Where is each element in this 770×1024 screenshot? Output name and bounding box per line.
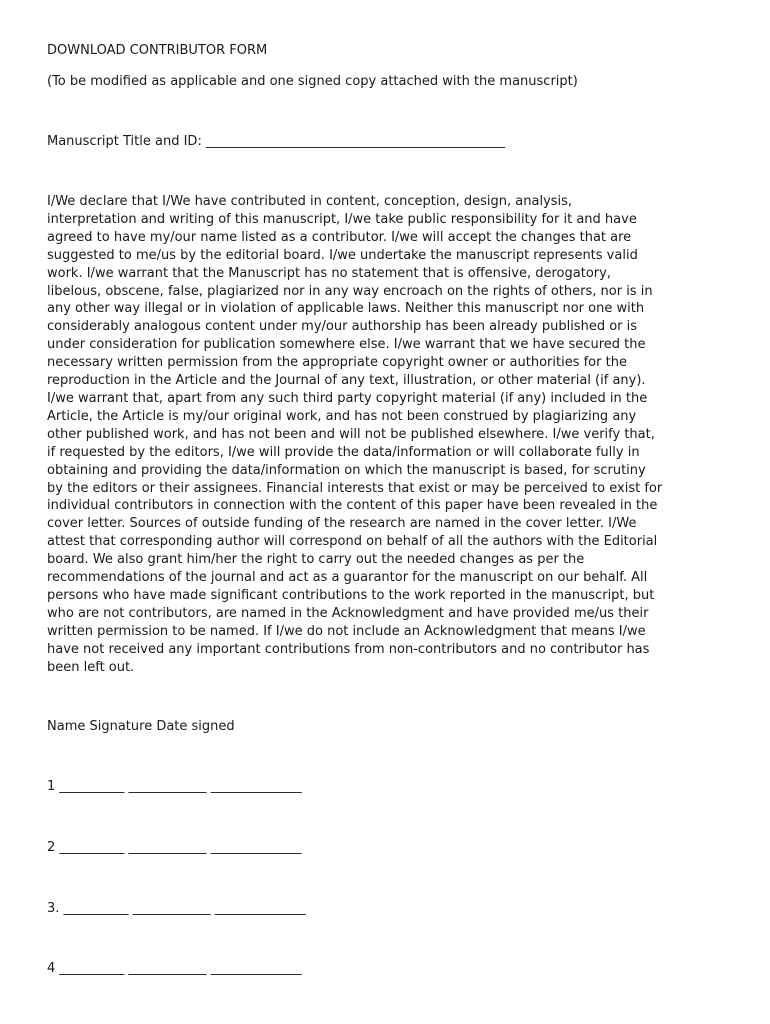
declaration-line: libelous, obscene, false, plagiarized nor in any way encroach on the rights of others, nor is in	[47, 283, 653, 299]
declaration-line: Article, the Article is my/our original work, and has not been construed by plagiarizing any	[47, 408, 637, 424]
declaration-line: individual contributors in connection with the content of this paper have been revealed in the	[47, 498, 658, 514]
declaration-paragraph	[47, 193, 737, 676]
signature-row-4: 4 __________ ____________ ______________	[47, 961, 302, 976]
declaration-line: obtaining and providing the data/information on which the manuscript is based, for scrutiny	[47, 462, 646, 478]
declaration-line: I/We declare that I/We have contributed in content, conception, design, analysis,	[47, 194, 573, 209]
signature-table-header: Name Signature Date signed	[47, 719, 235, 734]
declaration-line: by the editors or their assignees. Financial interests that exist or may be perceived to exist for	[47, 480, 663, 496]
declaration-line: attest that corresponding author will correspond on behalf of all the authors with the Editorial	[47, 534, 658, 550]
declaration-line: cover letter. Sources of outside funding of the research are named in the cover letter. I/We	[47, 516, 637, 532]
declaration-line: under consideration for publication somewhere else. I/we warrant that we have secured the	[47, 337, 646, 353]
declaration-line: I/we warrant that, apart from any such third party copyright material (if any) included in the	[47, 390, 648, 406]
declaration-line: considerably analogous content under my/our authorship has been already published or is	[47, 319, 638, 335]
declaration-line: board. We also grant him/her the right to carry out the needed changes as per the	[47, 552, 585, 568]
declaration-line: reproduction in the Article and the Journal of any text, illustration, or other material (if any).	[47, 373, 646, 389]
declaration-line: recommendations of the journal and act as a guarantor for the manuscript on our behalf. All	[47, 570, 648, 586]
declaration-line: suggested to me/us by the editorial board. I/we undertake the manuscript represents valid	[47, 247, 638, 263]
manuscript-title-field: Manuscript Title and ID: ______________________________________________	[47, 134, 505, 149]
declaration-line: interpretation and writing of this manuscript, I/we take public responsibility for it and have	[47, 211, 637, 227]
form-subtitle: (To be modified as applicable and one signed copy attached with the manuscript)	[47, 74, 578, 89]
declaration-line: persons who have made significant contributions to the work reported in the manuscript, but	[47, 587, 655, 603]
declaration-line: written permission to be named. If I/we do not include an Acknowledgment that means I/we	[47, 623, 646, 639]
signature-row-2: 2 __________ ____________ ______________	[47, 840, 302, 855]
declaration-line: if requested by the editors, I/we will provide the data/information or will collaborate fully in	[47, 444, 640, 460]
declaration-line: any other way illegal or in violation of applicable laws. Neither this manuscript nor one with	[47, 301, 645, 317]
declaration-line: other published work, and has not been and will not be published elsewhere. I/we verify that,	[47, 426, 655, 442]
declaration-line: work. I/we warrant that the Manuscript has no statement that is offensive, derogatory,	[47, 265, 611, 281]
declaration-line: agreed to have my/our name listed as a contributor. I/we will accept the changes that are	[47, 229, 632, 245]
declaration-line: who are not contributors, are named in the Acknowledgment and have provided me/us their	[47, 605, 649, 621]
form-title: DOWNLOAD CONTRIBUTOR FORM	[47, 43, 268, 58]
declaration-line: been left out.	[47, 659, 135, 675]
declaration-line: necessary written permission from the appropriate copyright owner or authorities for the	[47, 355, 627, 371]
signature-row-3: 3. __________ ____________ ______________	[47, 901, 306, 916]
declaration-line: have not received any important contributions from non-contributors and no contributor has	[47, 641, 650, 657]
signature-row-1: 1 __________ ____________ ______________	[47, 779, 302, 794]
